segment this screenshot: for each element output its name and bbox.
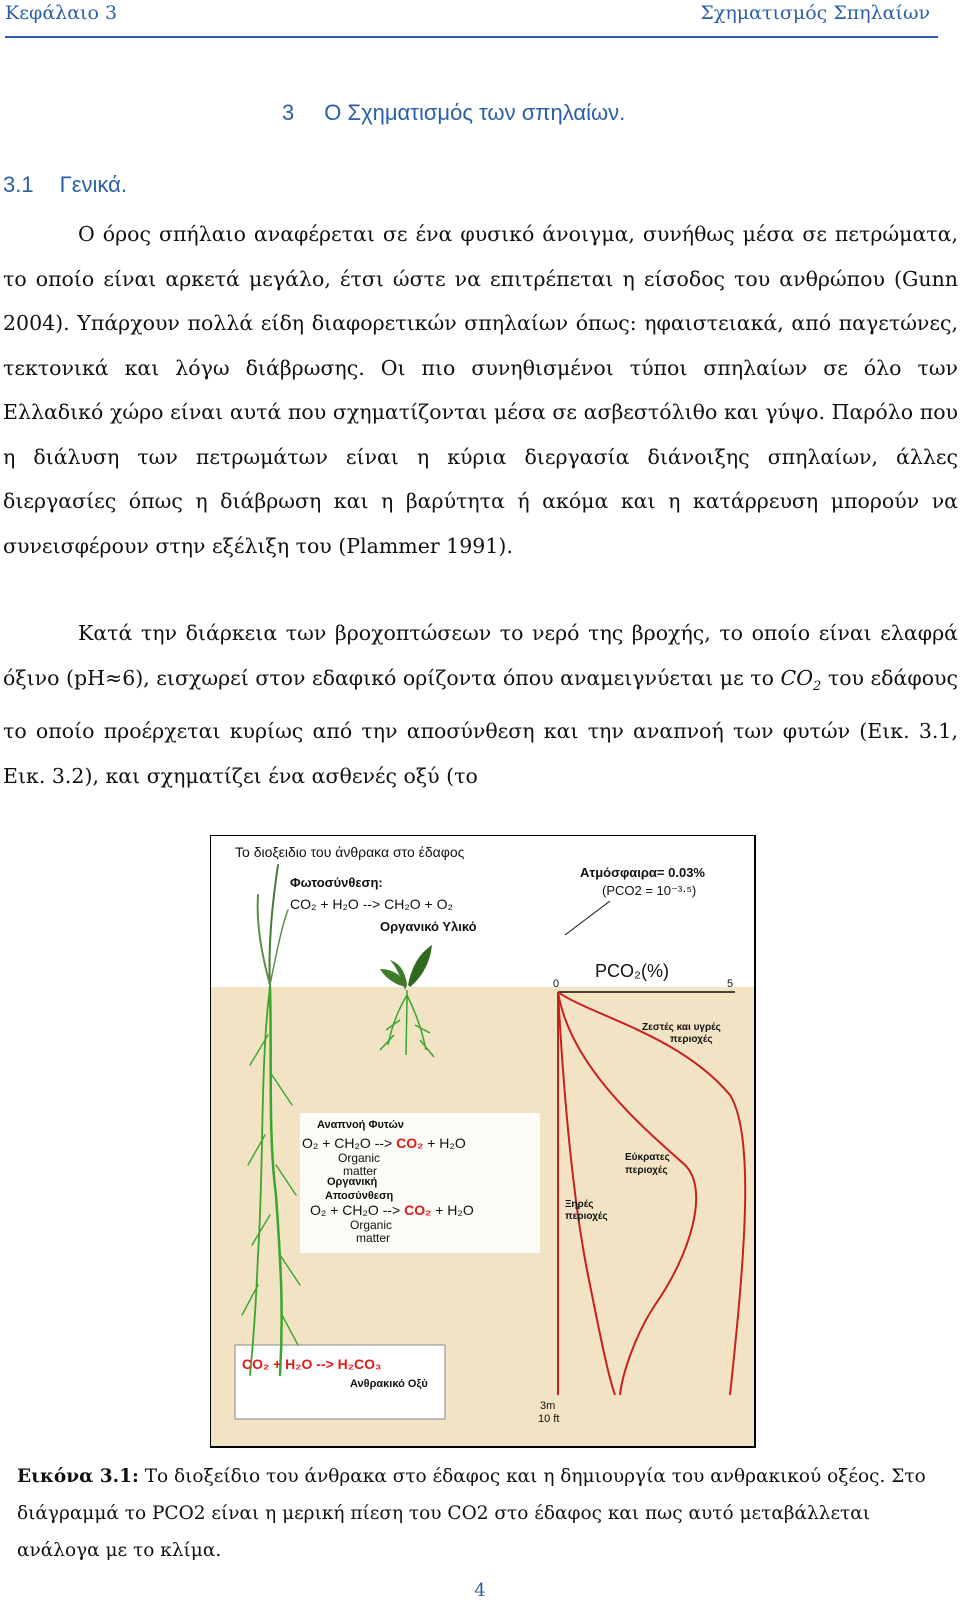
axis-title: PCO₂(%) <box>595 961 669 981</box>
co2-formula-main: CO <box>780 665 814 690</box>
decomposition-eq-right: + H₂O <box>435 1202 474 1218</box>
paragraph-2-part-b: του εδάφους το οποίο προέρχεται κυρίως από την αποσύνθεση και την αναπνοή των φυτών (Εικ. 3.1, Εικ. 3.2), και σχηματίζει ένα ασθενές οξύ (το <box>3 665 958 788</box>
chapter-title: Ο Σχηματισμός των σπηλαίων. <box>324 100 626 125</box>
organic-matter-2: matter <box>343 1164 378 1178</box>
respiration-eq-left: O₂ + CH₂O --> <box>302 1135 393 1151</box>
figure-co2-soil <box>210 835 775 1465</box>
atmosphere-line-2: (PCO2 = 10⁻³·⁵) <box>602 883 697 898</box>
section-title: Γενικά. <box>59 172 127 197</box>
dry-label-1: Ξηρές <box>565 1199 594 1210</box>
temperate-label-2: περιοχές <box>625 1165 668 1176</box>
paragraph-2-part-a: Κατά την διάρκεια των βροχοπτώσεων το νερό της βροχής, το οποίο είναι ελαφρά όξινο (pH≈6), εισχωρεί στον εδαφικό ορίζοντα όπου αναμειγνύεται με το <box>3 621 958 690</box>
warm-wet-label-2: περιοχές <box>670 1034 713 1045</box>
respiration-equation <box>302 1135 466 1151</box>
decomposition-eq-left: O₂ + CH₂O --> <box>310 1202 401 1218</box>
organic-material-label: Οργανικό Υλικό <box>380 919 477 934</box>
warm-wet-label-1: Ζεστές και υγρές <box>642 1022 721 1033</box>
section-number: 3.1 <box>3 172 34 197</box>
caption-text: Το διοξείδιο του άνθρακα στο έδαφος και η δημιουργία του ανθρακικού οξέος. Στο διάγραμμά το PCO2 είναι η μερική πίεση του CO2 στο έδαφος και πως αυτό μεταβάλλεται ανάλογα με το κλίμα. <box>17 1466 926 1561</box>
photosynthesis-equation: CO₂ + H₂O --> CH₂O + O₂ <box>290 896 453 912</box>
dry-label-2: περιοχές <box>565 1211 608 1222</box>
respiration-eq-co2: CO₂ <box>396 1135 424 1151</box>
axis-min: 0 <box>553 978 560 990</box>
axis-max: 5 <box>727 978 734 990</box>
running-header-chapter: Κεφάλαιο 3 <box>5 2 118 24</box>
decomposition-title: Αποσύνθεση <box>325 1190 394 1202</box>
chapter-number: 3 <box>282 100 295 125</box>
depth-meters: 3m <box>540 1400 556 1412</box>
carbonic-acid-label: Ανθρακικό Οξύ <box>350 1378 428 1390</box>
figure-title: Το διοξειδιο του άνθρακα στο έδαφος <box>235 844 465 860</box>
chapter-heading <box>282 100 625 126</box>
atmosphere-line-1: Ατμόσφαιρα= 0.03% <box>580 865 705 880</box>
paragraph-2 <box>3 611 958 798</box>
figure-co2-soil-diagram <box>210 835 775 1465</box>
decomposition-equation <box>310 1202 474 1218</box>
paragraph-1: Ο όρος σπήλαιο αναφέρεται σε ένα φυσικό άνοιγμα, συνήθως μέσα σε πετρώματα, το οποίο είναι αρκετά μεγάλο, έτσι ώστε να επιτρέπεται η είσοδος του ανθρώπου (Gunn 2004). Υπάρχουν πολλά είδη διαφορετικών σπηλαίων όπως: ηφαιστειακά, από παγετώνες, τεκτονικά και λόγω διάβρωσης. Οι πιο συνηθισμένοι τύποι σπηλαίων σε όλο των Ελλαδικό χώρο είναι αυτά που σχηματίζονται μέσα σε ασβεστόλιθο και γύψο. Παρόλο που η διάλυση των πετρωμάτων είναι η κύρια διεργασία διάνοιξης σπηλαίων, άλλες διεργασίες όπως η διάβρωση και η βαρύτητα ή ακόμα και η κατάρρευση μπορούν να συνεισφέρουν στην εξέλιξη του (Plammer 1991). <box>3 222 958 558</box>
organic-matter-4: matter <box>356 1231 391 1245</box>
co2-formula <box>780 665 822 694</box>
co2-formula-sub: 2 <box>813 678 822 694</box>
section-heading <box>3 172 127 198</box>
temperate-label-1: Εύκρατες <box>625 1152 670 1163</box>
respiration-title: Αναπνοή Φυτών <box>317 1119 404 1131</box>
carbonic-equation: CO₂ + H₂O --> H₂CO₃ <box>242 1356 382 1372</box>
header-rule <box>5 36 938 38</box>
running-header-title: Σχηματισμός Σπηλαίων <box>700 2 930 24</box>
figure-caption <box>17 1458 952 1569</box>
page-number: 4 <box>474 1580 486 1601</box>
decomposition-eq-co2: CO₂ <box>404 1202 432 1218</box>
organic-matter-1: Organic <box>338 1151 381 1165</box>
respiration-eq-right: + H₂O <box>427 1135 466 1151</box>
photosynthesis-label: Φωτοσύνθεση: <box>290 875 383 890</box>
organic-matter-3: Organic <box>350 1218 393 1232</box>
depth-feet: 10 ft <box>538 1413 560 1425</box>
organic-label: Οργανική <box>327 1176 378 1188</box>
caption-label: Εικόνα 3.1: <box>17 1466 139 1487</box>
